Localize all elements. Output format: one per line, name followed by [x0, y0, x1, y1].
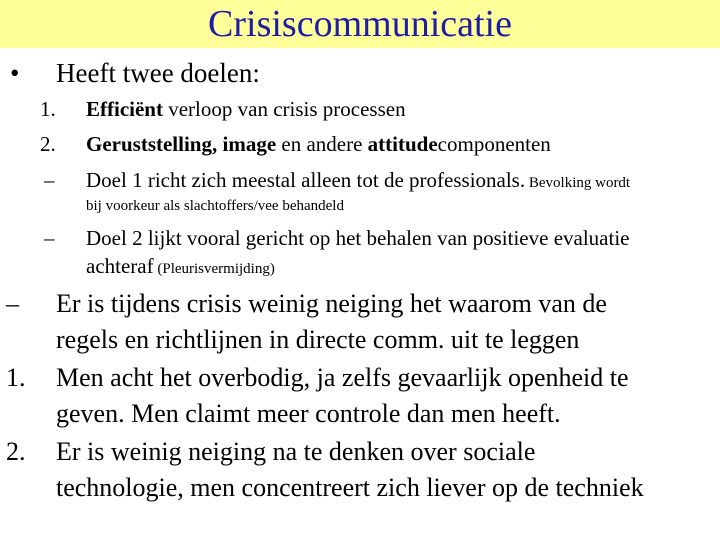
point-1-line-2: regels en richtlijnen in directe comm. uit te leggen	[56, 325, 580, 354]
goal-2-rest: componenten	[437, 132, 551, 156]
goal-1-rest: verloop van crisis processen	[162, 97, 406, 121]
point-1-marker: –	[6, 289, 19, 318]
goal-1-text	[86, 97, 406, 121]
note-1-line-2: bij voorkeur als slachtoffers/vee behandeld	[86, 198, 344, 214]
goal-2-bold-2: attitude	[367, 132, 438, 156]
bullet-marker: •	[10, 58, 20, 88]
note-2-marker: –	[44, 226, 55, 250]
point-3-line-1: Er is weinig neiging na te denken over sociale	[56, 437, 536, 466]
note-2-text: achteraf	[86, 254, 154, 278]
point-2-line-1: Men acht het overbodig, ja zelfs gevaarlijk openheid te	[56, 363, 629, 392]
point-3-marker: 2.	[6, 437, 26, 466]
note-2-small: (Pleurisvermijding)	[153, 261, 275, 277]
note-1-small: Bevolking wordt	[525, 175, 631, 191]
main-bullet-text: Heeft twee doelen:	[56, 58, 260, 88]
goal-2-marker: 2.	[40, 132, 56, 156]
point-3-line-2: technologie, men concentreert zich liever op de techniek	[56, 473, 644, 502]
slide-title: Crisiscommunicatie	[208, 3, 512, 45]
goal-1-marker: 1.	[40, 97, 56, 121]
note-2-line-2	[86, 254, 275, 281]
point-2-marker: 1.	[6, 363, 26, 392]
note-2-line-1: Doel 2 lijkt vooral gericht op het behalen van positieve evaluatie	[86, 226, 630, 250]
note-1-marker: –	[44, 168, 55, 192]
point-2-line-2: geven. Men claimt meer controle dan men heeft.	[56, 399, 561, 428]
goal-2-text	[86, 132, 551, 156]
note-1-line-1	[86, 168, 630, 195]
goal-1-bold: Efficiënt	[86, 97, 163, 121]
goal-2-mid: en andere	[276, 132, 368, 156]
point-1-line-1: Er is tijdens crisis weinig neiging het waarom van de	[56, 289, 607, 318]
note-1-text: Doel 1 richt zich meestal alleen tot de professionals.	[86, 168, 526, 192]
goal-2-bold-1: Geruststelling, image	[86, 132, 277, 156]
